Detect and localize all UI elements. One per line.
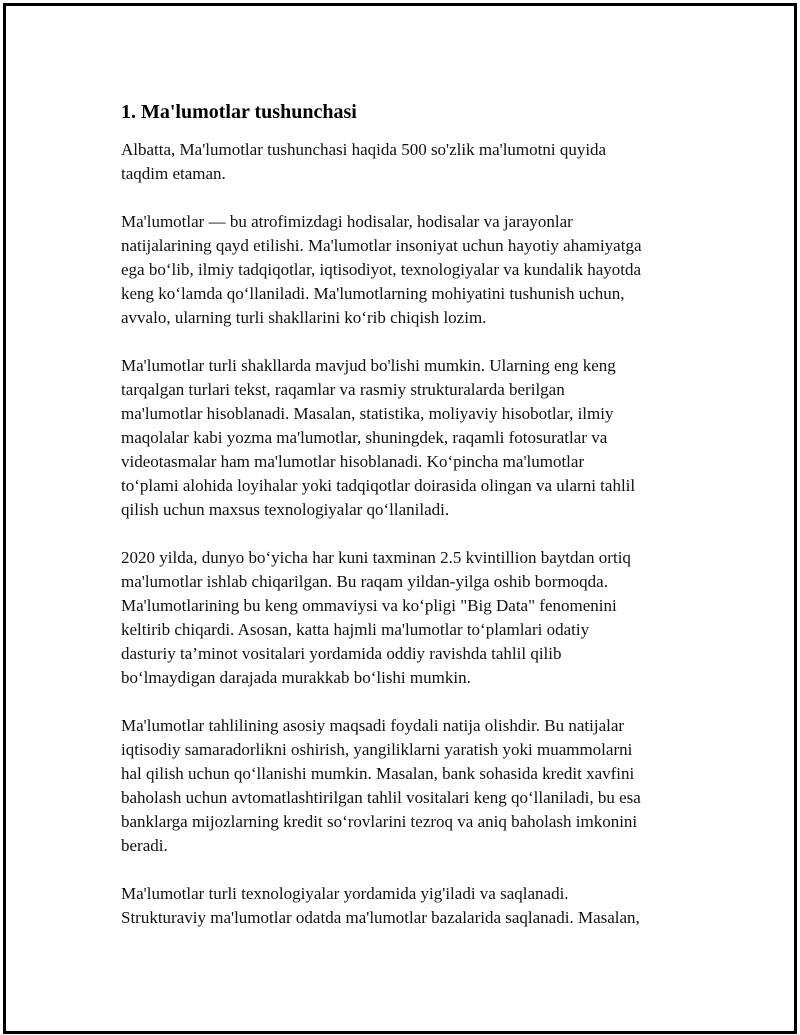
- text-line: avvalo, ularning turli shakllarini ko‘rib chiqish lozim.: [121, 308, 487, 327]
- section-heading: 1. Ma'lumotlar tushunchasi: [121, 101, 357, 123]
- paragraph-3: [121, 354, 701, 522]
- text-line: qilish uchun maxsus texnologiyalar qo‘llaniladi.: [121, 500, 450, 519]
- text-line: dasturiy ta’minot vositalari yordamida oddiy ravishda tahlil qilib: [121, 644, 562, 663]
- text-line: keltirib chiqardi. Asosan, katta hajmli ma'lumotlar to‘plamlari odatiy: [121, 620, 590, 639]
- text-line: beradi.: [121, 836, 168, 855]
- text-line: videotasmalar ham ma'lumotlar hisoblanadi. Ko‘pincha ma'lumotlar: [121, 452, 585, 471]
- paragraph-5: [121, 714, 701, 858]
- paragraph-4: [121, 546, 701, 690]
- text-line: Ma'lumotlarining bu keng ommaviysi va ko‘pligi "Big Data" fenomenini: [121, 596, 617, 615]
- text-line: iqtisodiy samaradorlikni oshirish, yangiliklarni yaratish yoki muammolarni: [121, 740, 633, 759]
- text-line: taqdim etaman.: [121, 164, 226, 183]
- text-line: maqolalar kabi yozma ma'lumotlar, shuningdek, raqamli fotosuratlar va: [121, 428, 608, 447]
- page-frame: [3, 3, 797, 1034]
- text-line: keng ko‘lamda qo‘llaniladi. Ma'lumotlarning mohiyatini tushunish uchun,: [121, 284, 625, 303]
- text-line: ma'lumotlar ishlab chiqarilgan. Bu raqam yildan-yilga oshib bormoqda.: [121, 572, 608, 591]
- text-line: baholash uchun avtomatlashtirilgan tahlil vositalari keng qo‘llaniladi, bu esa: [121, 788, 641, 807]
- text-line: ma'lumotlar hisoblanadi. Masalan, statistika, moliyaviy hisobotlar, ilmiy: [121, 404, 614, 423]
- text-line: Ma'lumotlar — bu atrofimizdagi hodisalar, hodisalar va jarayonlar: [121, 212, 573, 231]
- text-line: natijalarining qayd etilishi. Ma'lumotlar insoniyat uchun hayotiy ahamiyatga: [121, 236, 642, 255]
- text-line: bo‘lmaydigan darajada murakkab bo‘lishi mumkin.: [121, 668, 471, 687]
- text-line: Strukturaviy ma'lumotlar odatda ma'lumotlar bazalarida saqlanadi. Masalan,: [121, 908, 640, 927]
- text-line: tarqalgan turlari tekst, raqamlar va rasmiy strukturalarda berilgan: [121, 380, 565, 399]
- text-line: Albatta, Ma'lumotlar tushunchasi haqida 500 so'zlik ma'lumotni quyida: [121, 140, 607, 159]
- text-line: 2020 yilda, dunyo bo‘yicha har kuni taxminan 2.5 kvintillion baytdan ortiq: [121, 548, 631, 567]
- paragraph-6: [121, 882, 701, 930]
- text-line: ega bo‘lib, ilmiy tadqiqotlar, iqtisodiyot, texnologiyalar va kundalik hayotda: [121, 260, 642, 279]
- text-line: Ma'lumotlar turli texnologiyalar yordamida yig'iladi va saqlanadi.: [121, 884, 569, 903]
- text-line: Ma'lumotlar tahlilining asosiy maqsadi foydali natija olishdir. Bu natijalar: [121, 716, 625, 735]
- paragraph-2: [121, 210, 701, 330]
- text-line: Ma'lumotlar turli shakllarda mavjud bo'lishi mumkin. Ularning eng keng: [121, 356, 616, 375]
- text-line: hal qilish uchun qo‘llanishi mumkin. Masalan, bank sohasida kredit xavfini: [121, 764, 635, 783]
- paragraph-1: [121, 138, 701, 186]
- document-body: [121, 100, 701, 954]
- text-line: to‘plami alohida loyihalar yoki tadqiqotlar doirasida olingan va ularni tahlil: [121, 476, 636, 495]
- text-line: banklarga mijozlarning kredit so‘rovlarini tezroq va aniq baholash imkonini: [121, 812, 638, 831]
